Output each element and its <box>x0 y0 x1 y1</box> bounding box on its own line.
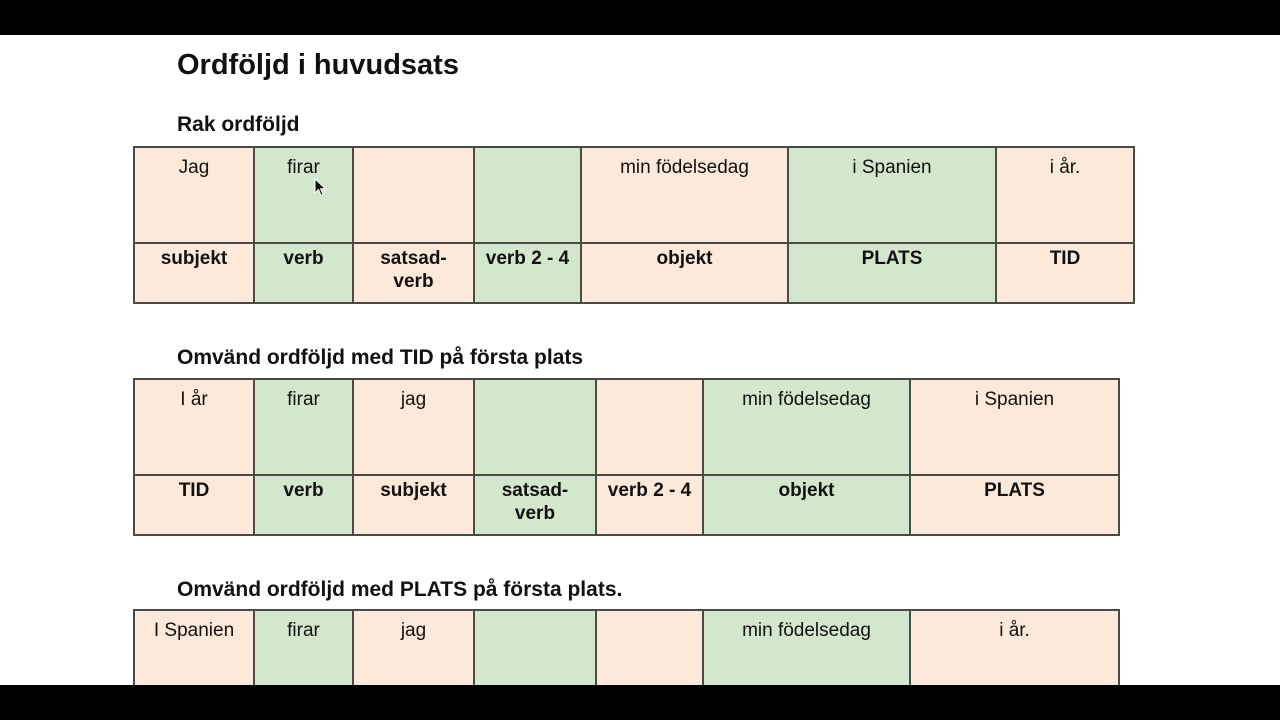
role-cell: subjekt <box>353 475 474 535</box>
word-cell: jag <box>353 379 474 475</box>
role-label-satsad: satsad- <box>380 248 447 269</box>
words-row <box>134 147 1134 243</box>
word-cell: I år <box>134 379 254 475</box>
word-cell <box>596 610 703 685</box>
word-cell <box>474 147 581 243</box>
page-title: Ordföljd i huvudsats <box>177 49 459 81</box>
word-cell: i Spanien <box>788 147 996 243</box>
word-order-table-rak <box>133 146 1135 304</box>
role-cell <box>353 243 474 303</box>
role-cell: subjekt <box>134 243 254 303</box>
role-cell: TID <box>996 243 1134 303</box>
role-cell: TID <box>134 475 254 535</box>
word-cell: i år. <box>996 147 1134 243</box>
section-heading-tid: Omvänd ordföljd med TID på första plats <box>177 346 584 369</box>
word-cell: min födelsedag <box>581 147 788 243</box>
word-cell: firar <box>254 147 353 243</box>
mouse-pointer-icon <box>314 178 328 198</box>
section-heading-plats: Omvänd ordföljd med PLATS på första plats. <box>177 578 623 601</box>
role-cell: PLATS <box>910 475 1119 535</box>
role-cell: PLATS <box>788 243 996 303</box>
role-cell: verb <box>254 243 353 303</box>
role-label-satsad: satsad- <box>501 480 569 501</box>
word-cell: I Spanien <box>134 610 254 685</box>
role-label-verb: verb <box>514 503 556 524</box>
role-label-verb: verb <box>393 271 434 292</box>
role-cell: objekt <box>581 243 788 303</box>
word-cell: firar <box>254 379 353 475</box>
word-cell <box>353 147 474 243</box>
role-cell <box>474 475 596 535</box>
word-cell: min födelsedag <box>703 379 910 475</box>
document-page <box>0 35 1280 685</box>
word-cell: min födelsedag <box>703 610 910 685</box>
role-cell: verb 2 - 4 <box>474 243 581 303</box>
section-heading-rak: Rak ordföljd <box>177 113 300 136</box>
role-cell: verb 2 - 4 <box>596 475 703 535</box>
role-cell: objekt <box>703 475 910 535</box>
word-cell: i år. <box>910 610 1119 685</box>
word-cell <box>596 379 703 475</box>
role-cell: verb <box>254 475 353 535</box>
word-order-table-tid <box>133 378 1120 536</box>
word-cell <box>474 610 596 685</box>
words-row <box>134 379 1119 475</box>
roles-row <box>134 475 1119 535</box>
word-cell: i Spanien <box>910 379 1119 475</box>
word-cell: jag <box>353 610 474 685</box>
word-order-table-plats <box>133 609 1120 685</box>
words-row <box>134 610 1119 685</box>
word-cell: firar <box>254 610 353 685</box>
word-cell: Jag <box>134 147 254 243</box>
roles-row <box>134 243 1134 303</box>
word-cell <box>474 379 596 475</box>
